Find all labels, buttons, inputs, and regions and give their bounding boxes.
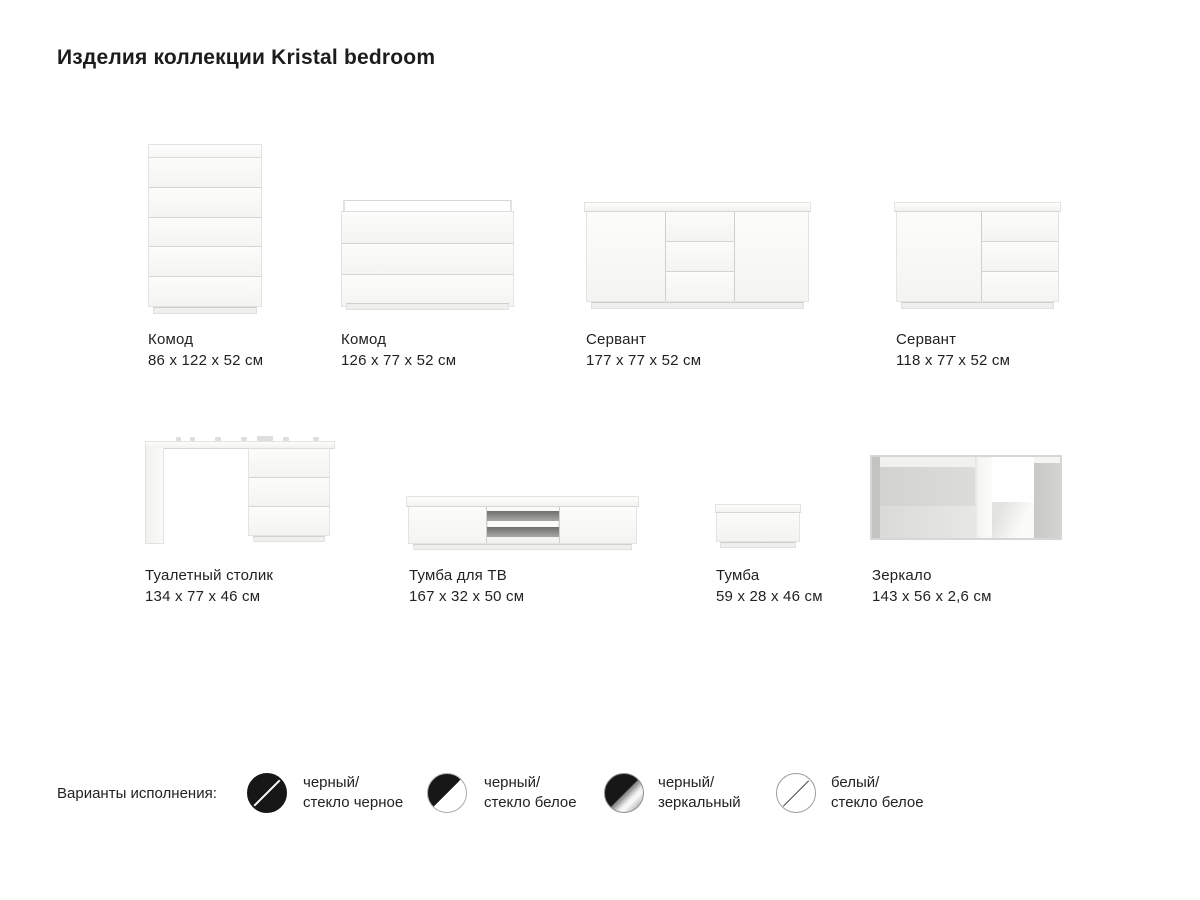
product-name: Туалетный столик (145, 567, 274, 584)
shelf-opening (487, 527, 559, 537)
variant-line2: стекло белое (484, 794, 577, 811)
variant-label (658, 773, 741, 813)
plinth (346, 303, 509, 310)
product-dims: 134 x 77 x 46 см (145, 588, 261, 605)
figure-wide-chest (341, 200, 514, 310)
drawer (666, 241, 734, 271)
sideboard-front (586, 212, 809, 302)
product-dims: 86 x 122 x 52 см (148, 352, 264, 369)
nightstand-lid (715, 504, 801, 513)
mirror-reflection-right-top (1034, 457, 1060, 463)
plinth (413, 544, 632, 550)
drawer-right (560, 507, 637, 543)
variant-line1: белый/ (831, 774, 880, 791)
variant-line2: зеркальный (658, 794, 741, 811)
sideboard-top-slab (584, 202, 811, 212)
product-name: Комод (148, 331, 194, 348)
product-label (872, 565, 992, 607)
sideboard-front (896, 212, 1059, 302)
mirror-reflection-floor (880, 506, 976, 538)
tall-chest-front (148, 144, 262, 307)
drawer-stack (665, 212, 735, 301)
variant-line2: стекло белое (831, 794, 924, 811)
swatch-white-white-glass-icon (776, 773, 816, 813)
sideboard-top-slab (894, 202, 1061, 212)
drawer (249, 477, 329, 506)
product-name: Зеркало (872, 567, 932, 584)
mirror-reflection-pillar (975, 457, 992, 538)
product-dims: 118 x 77 x 52 см (896, 352, 1011, 369)
product-label (148, 329, 263, 371)
product-dims: 177 x 77 x 52 см (586, 352, 702, 369)
mirror-reflection-ceiling (880, 457, 976, 467)
door-left (587, 212, 665, 301)
product-label (409, 565, 524, 607)
plinth (253, 536, 325, 542)
drawer-unit-front (248, 448, 330, 536)
mirror-reflection-right-column (1034, 457, 1060, 538)
legend-title: Варианты исполнения: (57, 785, 217, 802)
variant-line2: стекло черное (303, 794, 404, 811)
product-label (586, 329, 701, 371)
drawer (149, 158, 261, 187)
product-label (341, 329, 456, 371)
shelf-opening (487, 511, 559, 521)
drawer (666, 271, 734, 301)
plinth (901, 302, 1054, 309)
product-label (716, 565, 823, 607)
product-name: Сервант (586, 331, 647, 348)
mirror-reflection-floor-light (992, 502, 1033, 538)
figure-nightstand (716, 504, 800, 547)
drawer (342, 274, 513, 306)
drawer (249, 506, 329, 535)
drawer (342, 212, 513, 243)
drawer (982, 241, 1058, 271)
figure-tv-stand (408, 496, 637, 550)
drawer (982, 271, 1058, 301)
swatch-black-white-glass-icon (427, 773, 467, 813)
product-dims: 143 x 56 x 2,6 см (872, 588, 992, 605)
drawer (982, 212, 1058, 241)
nightstand-front (716, 513, 800, 542)
drawer-stack (981, 212, 1058, 301)
figure-sideboard-large (586, 202, 809, 310)
variant-label (831, 773, 924, 813)
figure-sideboard-small (896, 202, 1059, 310)
figure-dressing-table (145, 436, 335, 547)
mirror-reflection-back-wall (880, 467, 976, 506)
page-title: Изделия коллекции Kristal bedroom (57, 46, 436, 69)
product-name: Комод (341, 331, 387, 348)
variant-line1: черный/ (303, 774, 360, 791)
drawer (149, 276, 261, 306)
open-shelf (486, 507, 560, 543)
figure-tall-chest (148, 144, 262, 314)
drawer-unit (248, 448, 330, 540)
wide-chest-front (341, 211, 514, 307)
door-right (735, 212, 808, 301)
plinth (153, 307, 257, 314)
product-name: Тумба для ТВ (409, 567, 507, 584)
variant-line1: черный/ (484, 774, 541, 791)
drawer (149, 217, 261, 247)
figure-mirror (870, 455, 1062, 540)
product-dims: 167 x 32 x 50 см (409, 588, 525, 605)
drawer (149, 246, 261, 276)
door-left (897, 212, 981, 301)
chest-top-cap (149, 145, 261, 158)
table-leg-panel (145, 448, 164, 544)
diagonal-line (783, 780, 809, 806)
diagonal-line (254, 780, 281, 807)
product-label (896, 329, 1010, 371)
plinth (591, 302, 804, 309)
mirror-reflection-wall-edge (872, 457, 880, 538)
drawer (666, 212, 734, 241)
swatch-black-black-glass-icon (247, 773, 287, 813)
product-name: Тумба (716, 567, 760, 584)
drawer-left (409, 507, 486, 543)
variant-line1: черный/ (658, 774, 715, 791)
swatch-black-mirror-icon (604, 773, 644, 813)
drawer (249, 449, 329, 477)
tv-stand-front (408, 507, 637, 544)
product-dims: 126 x 77 x 52 см (341, 352, 457, 369)
drawer (149, 187, 261, 217)
product-label (145, 565, 273, 607)
plinth (720, 542, 796, 548)
variant-label (303, 773, 403, 813)
variant-label (484, 773, 577, 813)
tv-stand-top-slab (406, 496, 639, 507)
drawer (342, 243, 513, 275)
product-name: Сервант (896, 331, 957, 348)
product-dims: 59 x 28 x 46 см (716, 588, 823, 605)
